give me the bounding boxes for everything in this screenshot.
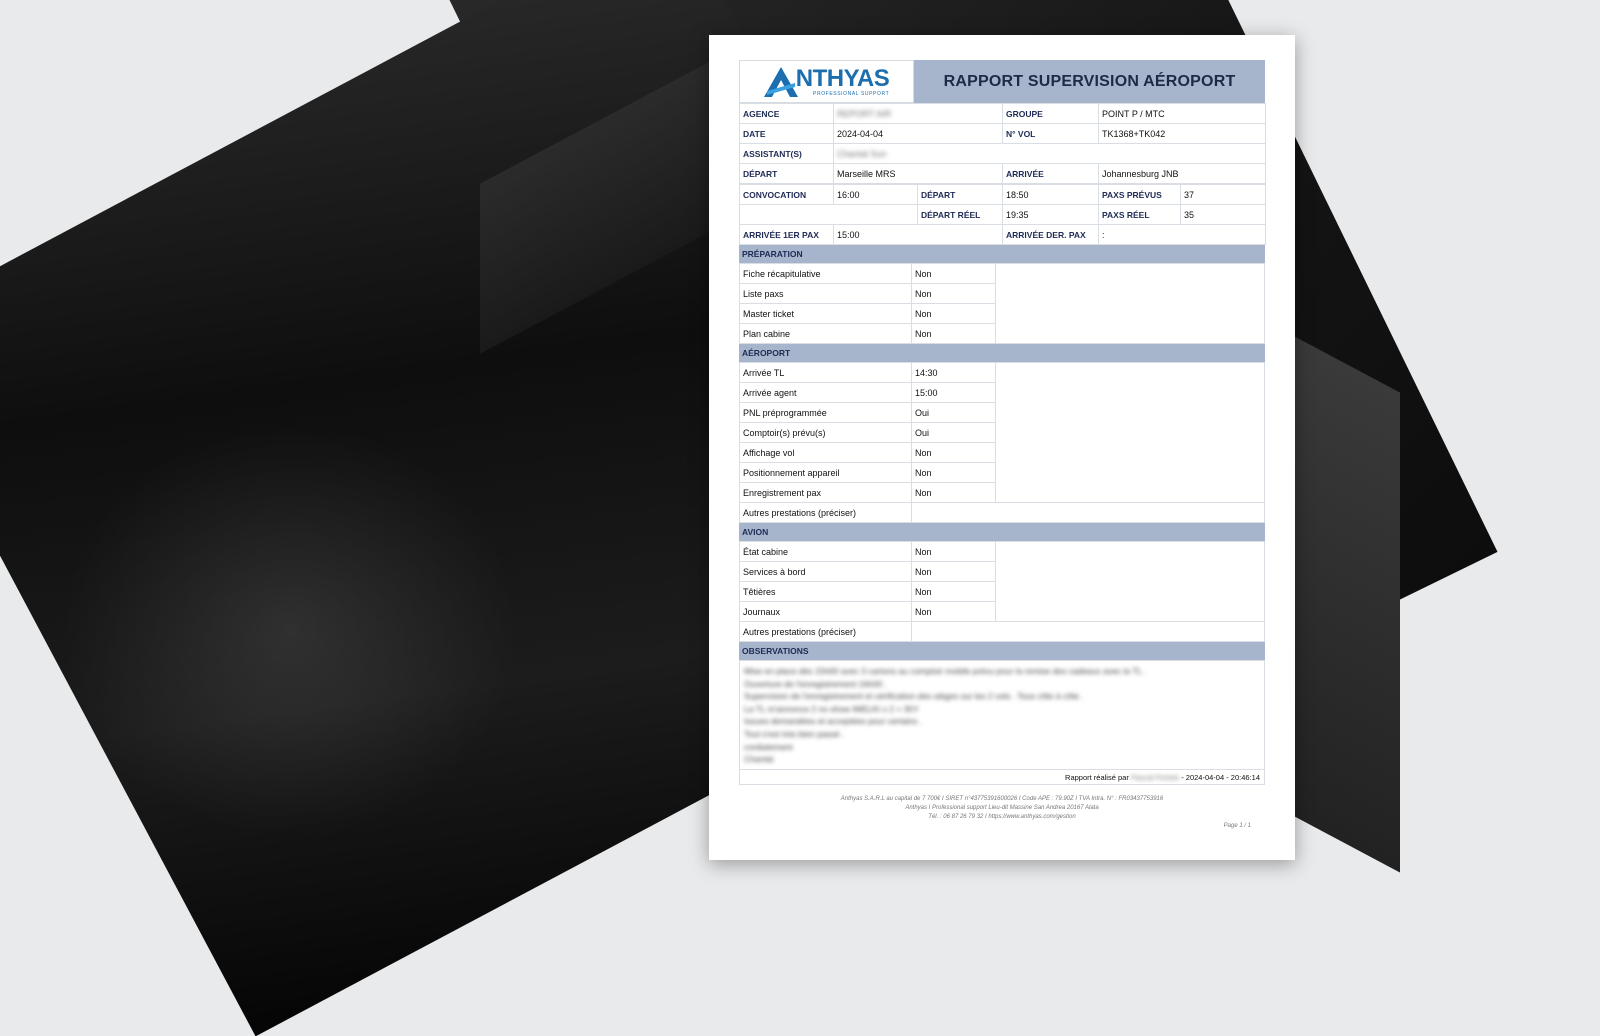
airport-item-label: Arrivée TL [740, 363, 912, 383]
prep-item-value: Non [912, 264, 996, 284]
airport-notes [996, 363, 1265, 503]
prep-item-value: Non [912, 284, 996, 304]
depart-reel-label: DÉPART RÉEL [918, 205, 1003, 225]
plane-item-value: Non [912, 602, 996, 622]
prep-item-label: Plan cabine [740, 324, 912, 344]
logo-triangle-icon [764, 67, 798, 97]
observation-line: Tout s'est très bien passé . [744, 728, 845, 739]
arrivee-label: ARRIVÉE [1003, 164, 1099, 184]
assistants-value: Chantal Sun [834, 144, 1266, 164]
depart-label: DÉPART [740, 164, 834, 184]
prep-item-value: Non [912, 324, 996, 344]
observation-line: Chantal [744, 754, 774, 765]
legal-line: Anthyas S.A.R.L au capital de 7 700€ I SIRET n°43775391600026 I Code APE : 79.90Z I TVA Intra. N° : FR03437753916 [840, 796, 1164, 802]
airport-item-label: Affichage vol [740, 443, 912, 463]
observation-line: Mise en place dès 15h00 avec 3 cartons au comptoir mobile prévu pour la remise des cadeaux avec la TL . [744, 666, 1147, 676]
avion-table [739, 541, 1265, 642]
observation-line: Supervision de l'enregistrement et vérification des sièges sur les 2 vols . Tous côte à côte . [744, 691, 1084, 702]
date-label: DATE [740, 124, 834, 144]
report-paper [709, 35, 1295, 860]
plane-other-value [912, 622, 1265, 642]
date-value: 2024-04-04 [834, 124, 1003, 144]
plane-item-label: État cabine [740, 542, 912, 562]
legal-line: Anthyas I Professional support Lieu-dit Massine San Andrea 20167 Alata [905, 805, 1099, 811]
observation-line: Ouverture de l'enregistrement 16h00 . [744, 678, 887, 689]
agence-value: REPORT AIR [834, 104, 1003, 124]
logo-tagline: PROFESSIONAL SUPPORT [813, 90, 890, 97]
airport-other-label: Autres prestations (préciser) [740, 503, 912, 523]
airport-item-label: Enregistrement pax [740, 483, 912, 503]
arrivee-der-value: : [1099, 225, 1266, 245]
folder-shine [60, 420, 520, 840]
prep-item-label: Fiche récapitulative [740, 264, 912, 284]
airport-item-value: Non [912, 443, 996, 463]
page-number: Page 1 / 1 [1223, 823, 1251, 829]
plane-item-label: Têtières [740, 582, 912, 602]
airport-item-value: Non [912, 483, 996, 503]
plane-item-value: Non [912, 562, 996, 582]
plane-item-label: Journaux [740, 602, 912, 622]
logo-name: NTHYAS [795, 64, 890, 92]
section-aeroport: AÉROPORT [739, 344, 1265, 362]
legal-line: Tél. : 06 87 26 79 32 I https://www.anthyas.com/gestion [928, 814, 1076, 820]
airport-item-label: Positionnement appareil [740, 463, 912, 483]
airport-item-value: Non [912, 463, 996, 483]
report-title: RAPPORT SUPERVISION AÉROPORT [914, 60, 1265, 103]
prep-item-value: Non [912, 304, 996, 324]
report-sheet [739, 60, 1265, 785]
signature-author: Pascal Portolo [1130, 772, 1180, 782]
section-preparation: PRÉPARATION [739, 245, 1265, 263]
groupe-value: POINT P / MTC [1099, 104, 1266, 124]
prep-notes [996, 264, 1265, 344]
section-avion: AVION [739, 523, 1265, 541]
vol-value: TK1368+TK042 [1099, 124, 1266, 144]
logo [739, 60, 914, 103]
plane-item-label: Services à bord [740, 562, 912, 582]
airport-item-value: Oui [912, 403, 996, 423]
legal-footer [709, 795, 1295, 822]
convocation-value: 16:00 [834, 185, 918, 205]
groupe-label: GROUPE [1003, 104, 1099, 124]
plane-item-value: Non [912, 542, 996, 562]
agence-label: AGENCE [740, 104, 834, 124]
airport-item-value: 14:30 [912, 363, 996, 383]
depart-value: Marseille MRS [834, 164, 1003, 184]
paxs-reel-label: PAXS RÉEL [1099, 205, 1181, 225]
observation-line: La TL m'annonce 2 no show IMELKI x 2 = 35Y [744, 703, 919, 714]
vol-label: N° VOL [1003, 124, 1099, 144]
arrivee-der-label: ARRIVÉE DER. PAX [1003, 225, 1099, 245]
report-header [739, 60, 1265, 103]
airport-item-value: Oui [912, 423, 996, 443]
paxs-prevus-value: 37 [1181, 185, 1266, 205]
empty-cell [740, 205, 918, 225]
section-observations: OBSERVATIONS [739, 642, 1265, 660]
airport-item-label: PNL préprogrammée [740, 403, 912, 423]
depart-time-value: 18:50 [1003, 185, 1099, 205]
observation-line: Issues demandées et acceptées pour certains . [744, 716, 923, 727]
header-times-table [739, 184, 1266, 245]
report-signature [739, 770, 1265, 785]
paxs-reel-value: 35 [1181, 205, 1266, 225]
arrivee-1er-value: 15:00 [834, 225, 1003, 245]
convocation-label: CONVOCATION [740, 185, 834, 205]
prep-item-label: Liste paxs [740, 284, 912, 304]
airport-item-value: 15:00 [912, 383, 996, 403]
plane-item-value: Non [912, 582, 996, 602]
depart-reel-value: 19:35 [1003, 205, 1099, 225]
observations-text [739, 660, 1265, 770]
assistants-label: ASSISTANT(S) [740, 144, 834, 164]
header-info-table [739, 103, 1266, 184]
signature-prefix: Rapport réalisé par [1065, 772, 1129, 782]
signature-timestamp: - 2024-04-04 - 20:46:14 [1181, 772, 1260, 782]
airport-item-label: Comptoir(s) prévu(s) [740, 423, 912, 443]
arrivee-value: Johannesburg JNB [1099, 164, 1266, 184]
observation-line: cordialement [744, 741, 793, 752]
preparation-table [739, 263, 1265, 344]
plane-notes [996, 542, 1265, 622]
depart-time-label: DÉPART [918, 185, 1003, 205]
arrivee-1er-label: ARRIVÉE 1ER PAX [740, 225, 834, 245]
paxs-prevus-label: PAXS PRÉVUS [1099, 185, 1181, 205]
aeroport-table [739, 362, 1265, 523]
prep-item-label: Master ticket [740, 304, 912, 324]
airport-item-label: Arrivée agent [740, 383, 912, 403]
plane-other-label: Autres prestations (préciser) [740, 622, 912, 642]
airport-other-value [912, 503, 1265, 523]
